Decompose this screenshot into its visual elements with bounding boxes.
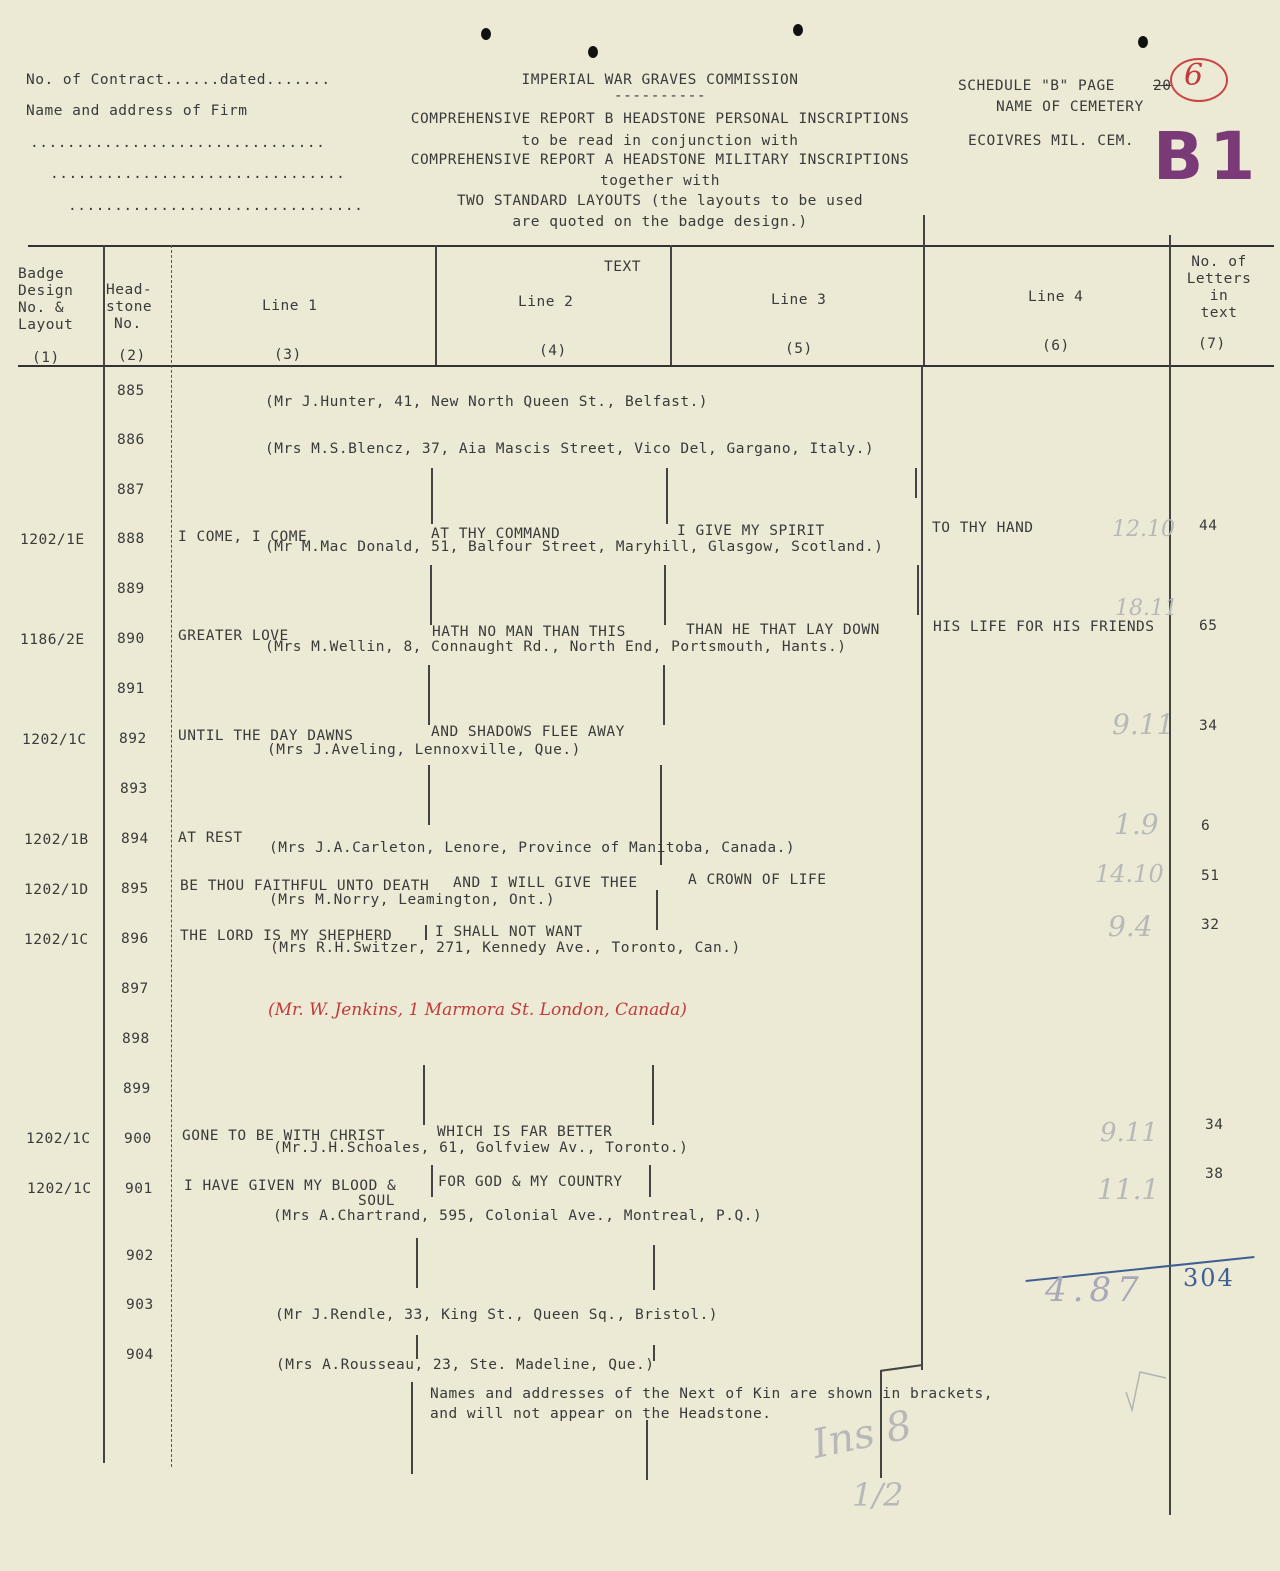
inscription-line-1: I COME, I COME: [178, 529, 308, 545]
letter-count: 51: [1201, 868, 1220, 884]
next-of-kin: (Mr J.Rendle, 33, King St., Queen Sq., Bristol.): [275, 1307, 719, 1323]
badge-design: 1202/1C: [26, 1131, 91, 1147]
inscription-line-4: TO THY HAND: [932, 520, 1034, 536]
firm-label: Name and address of Firm: [26, 103, 248, 119]
headstone-number: 892: [119, 731, 147, 747]
inscription-line-4: HIS LIFE FOR HIS FRIENDS: [933, 619, 1155, 635]
col-divider: [1169, 235, 1171, 1515]
headstone-number: 898: [122, 1031, 150, 1047]
letter-count: 34: [1205, 1117, 1224, 1133]
pencil-date: 1.9: [1114, 808, 1159, 841]
inscription-line-3: A CROWN OF LIFE: [688, 872, 827, 888]
col-header-text: TEXT: [604, 259, 641, 275]
next-of-kin: (Mrs M.Norry, Leamington, Ont.): [269, 892, 556, 908]
col-header-line-1: Line 1: [262, 298, 318, 314]
inscription-line-2: FOR GOD & MY COUNTRY: [438, 1174, 623, 1190]
headstone-number: 904: [126, 1347, 154, 1363]
headstone-number: 887: [117, 482, 145, 498]
pencil-note: Ins 8: [808, 1402, 916, 1468]
inscription-line-1: GONE TO BE WITH CHRIST: [182, 1128, 386, 1144]
col-number: (2): [118, 348, 146, 364]
title-underline: ----------: [613, 88, 707, 104]
pencil-date: 9.4: [1108, 910, 1153, 943]
line-separator: [423, 1065, 425, 1125]
line-separator: [416, 1238, 418, 1288]
stamp-b1: B1: [1153, 118, 1262, 195]
inscription-line-2: I SHALL NOT WANT: [435, 924, 583, 940]
inscription-line-2: AT THY COMMAND: [431, 526, 561, 542]
cemetery-name: ECOIVRES MIL. CEM.: [968, 133, 1135, 149]
pencil-date: 14.10: [1095, 860, 1164, 888]
col-header-badge: Badge Design No. & Layout: [18, 266, 74, 333]
together-line: together with: [600, 173, 720, 189]
contract-line: No. of Contract......dated.......: [26, 72, 331, 88]
inscription-line-1: I HAVE GIVEN MY BLOOD &: [184, 1178, 397, 1194]
col-header-line-2: Line 2: [518, 294, 574, 310]
next-of-kin: (Mrs J.A.Carleton, Lenore, Province of Manitoba, Canada.): [269, 840, 796, 856]
cemetery-label: NAME OF CEMETERY: [996, 99, 1144, 115]
report-a-title: COMPREHENSIVE REPORT A HEADSTONE MILITARY INSCRIPTIONS: [410, 152, 910, 168]
dotted-line: ................................: [30, 135, 326, 151]
line-separator: [416, 1335, 418, 1359]
line-separator: [431, 468, 433, 524]
col-divider: [670, 245, 672, 365]
punch-hole: [1138, 36, 1148, 48]
handwritten-next-of-kin: (Mr. W. Jenkins, 1 Marmora St. London, Canada): [268, 1000, 687, 1020]
dotted-line: ................................: [50, 166, 346, 182]
inscription-line-2: HATH NO MAN THAN THIS: [432, 624, 626, 640]
headstone-number: 902: [126, 1248, 154, 1264]
headstone-number: 903: [126, 1297, 154, 1313]
line-separator: [646, 1420, 648, 1480]
next-of-kin: (Mr J.Hunter, 41, New North Queen St., Belfast.): [265, 394, 709, 410]
line-separator: [428, 665, 430, 725]
next-of-kin: (Mrs A.Chartrand, 595, Colonial Ave., Montreal, P.Q.): [273, 1208, 763, 1224]
col-header-line-3: Line 3: [771, 292, 827, 308]
col-number: (3): [274, 347, 302, 363]
dotted-line: ................................: [68, 198, 364, 214]
inscription-line-3: I GIVE MY SPIRIT: [677, 523, 825, 539]
line-separator: [430, 565, 432, 625]
letter-count: 34: [1199, 718, 1218, 734]
badge-design: 1202/1C: [22, 732, 87, 748]
line-separator: [425, 925, 427, 940]
col-number: (1): [32, 350, 60, 366]
line-separator: [656, 890, 658, 930]
headstone-number: 894: [121, 831, 149, 847]
line-separator: [428, 765, 430, 825]
next-of-kin: (Mrs M.S.Blencz, 37, Aia Mascis Street, Vico Del, Gargano, Italy.): [265, 441, 875, 457]
line-separator: [653, 1245, 655, 1290]
badge-design: 1202/1D: [24, 882, 89, 898]
line-separator: [663, 665, 665, 725]
page-struck-number: 20: [1153, 78, 1172, 94]
next-of-kin: (Mrs J.Aveling, Lennoxville, Que.): [267, 742, 581, 758]
inscription-line-1: BE THOU FAITHFUL UNTO DEATH: [180, 878, 430, 894]
footer-note-1: Names and addresses of the Next of Kin are shown in brackets,: [430, 1386, 994, 1402]
schedule-label: SCHEDULE "B" PAGE: [958, 78, 1115, 94]
inscription-line-1: UNTIL THE DAY DAWNS: [178, 728, 354, 744]
line-separator: [431, 1165, 433, 1197]
punch-hole: [588, 46, 598, 58]
report-b-title: COMPREHENSIVE REPORT B HEADSTONE PERSONAL INSCRIPTIONS: [410, 111, 910, 127]
pencil-date: 18.11: [1115, 596, 1178, 621]
next-of-kin: (Mr M.Mac Donald, 51, Balfour Street, Maryhill, Glasgow, Scotland.): [265, 539, 884, 555]
inscription-line-1-continued: SOUL: [358, 1193, 395, 1209]
inscription-line-1: THE LORD IS MY SHEPHERD: [180, 928, 393, 944]
badge-design: 1202/1B: [24, 832, 89, 848]
badge-design: 1202/1C: [27, 1181, 92, 1197]
total-pencil: 4.87: [1045, 1270, 1145, 1310]
letter-count: 44: [1199, 518, 1218, 534]
inscription-line-1: AT REST: [178, 830, 243, 846]
headstone-number: 886: [117, 432, 145, 448]
line-separator: [649, 1165, 651, 1197]
inscription-line-2: WHICH IS FAR BETTER: [437, 1124, 613, 1140]
headstone-number: 893: [120, 781, 148, 797]
col-divider: [171, 245, 172, 1467]
check-mark-icon: [1124, 1370, 1170, 1414]
headstone-number: 891: [117, 681, 145, 697]
layouts-line-1: TWO STANDARD LAYOUTS (the layouts to be used: [456, 193, 864, 209]
headstone-number: 885: [117, 383, 145, 399]
line-separator: [915, 468, 917, 498]
headstone-number: 900: [124, 1131, 152, 1147]
headstone-number: 897: [121, 981, 149, 997]
col-number: (4): [539, 343, 567, 359]
headstone-number: 899: [123, 1081, 151, 1097]
col-divider: [923, 215, 925, 365]
col-number: (5): [785, 341, 813, 357]
total-letters: 304: [1183, 1264, 1235, 1292]
col-header-line-4: Line 4: [1028, 289, 1084, 305]
commission-title: IMPERIAL WAR GRAVES COMMISSION: [521, 72, 799, 88]
col-number: (7): [1198, 336, 1226, 352]
table-top-rule: [28, 245, 1274, 247]
headstone-number: 888: [117, 531, 145, 547]
next-of-kin: (Mr.J.H.Schoales, 61, Golfview Av., Toronto.): [273, 1140, 689, 1156]
line-separator: [664, 565, 666, 625]
inscription-line-3: THAN HE THAT LAY DOWN: [686, 622, 880, 638]
next-of-kin: (Mrs R.H.Switzer, 271, Kennedy Ave., Toronto, Can.): [270, 940, 741, 956]
inscription-line-2: AND SHADOWS FLEE AWAY: [431, 724, 625, 740]
col-header-headstone: Head- stone No.: [106, 282, 153, 332]
line-separator: [917, 565, 919, 615]
punch-hole: [793, 24, 803, 36]
col-header-letters: No. of Letters in text: [1186, 254, 1252, 321]
headstone-number: 896: [121, 931, 149, 947]
headstone-number: 895: [121, 881, 149, 897]
inscription-line-1: GREATER LOVE: [178, 628, 289, 644]
closing-stroke: [880, 1364, 922, 1372]
next-of-kin: (Mrs A.Rousseau, 23, Ste. Madeline, Que.): [276, 1357, 655, 1373]
badge-design: 1186/2E: [20, 632, 85, 648]
pencil-date: 9.11: [1100, 1118, 1158, 1148]
line-separator: [652, 1065, 654, 1125]
line-separator: [666, 468, 668, 524]
letter-count: 32: [1201, 917, 1220, 933]
footer-note-2: and will not appear on the Headstone.: [430, 1406, 772, 1422]
col-divider: [921, 366, 923, 1370]
inscription-line-2: AND I WILL GIVE THEE: [453, 875, 638, 891]
pencil-date: 9.11: [1112, 708, 1175, 741]
next-of-kin: (Mrs M.Wellin, 8, Connaught Rd., North End, Portsmouth, Hants.): [265, 639, 847, 655]
letter-count: 38: [1205, 1166, 1224, 1182]
letter-count: 6: [1201, 818, 1211, 834]
headstone-number: 889: [117, 581, 145, 597]
header-bottom-rule: [18, 365, 1274, 367]
line-separator: [411, 1382, 413, 1474]
page-number: 6: [1184, 58, 1204, 93]
col-divider: [103, 245, 105, 1463]
pencil-date: 11.1: [1097, 1173, 1160, 1206]
col-number: (6): [1042, 338, 1070, 354]
layouts-line-2: are quoted on the badge design.): [512, 214, 808, 230]
badge-design: 1202/1C: [24, 932, 89, 948]
punch-hole: [481, 28, 491, 40]
pencil-note: 1/2: [852, 1476, 904, 1514]
pencil-date: 12.10: [1112, 517, 1175, 542]
col-divider: [435, 245, 437, 365]
letter-count: 65: [1199, 618, 1218, 634]
conjunction-line: to be read in conjunction with: [521, 133, 799, 149]
check-mark-icon: [1124, 1370, 1170, 1414]
headstone-number: 901: [125, 1181, 153, 1197]
headstone-number: 890: [117, 631, 145, 647]
badge-design: 1202/1E: [20, 532, 85, 548]
